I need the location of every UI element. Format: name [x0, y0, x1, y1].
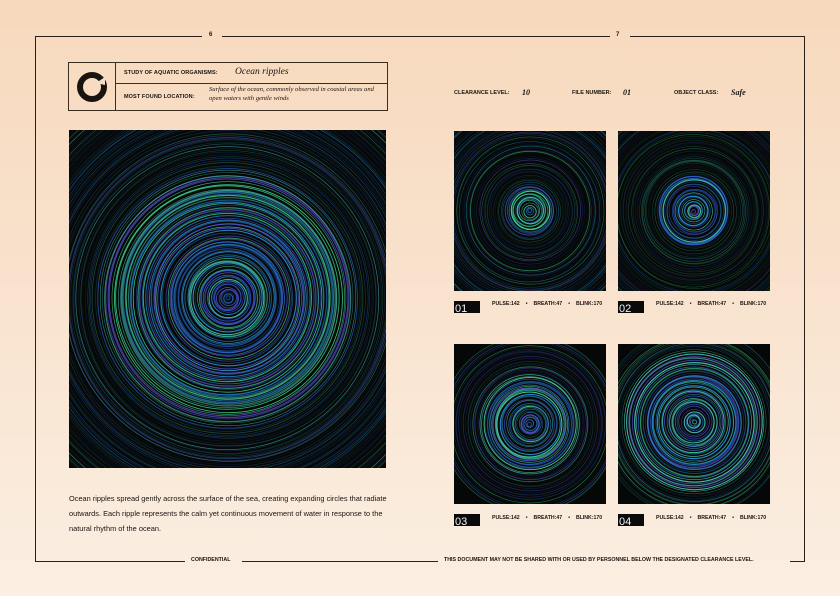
ripple-ring: [641, 369, 749, 477]
page-number-right: 7: [616, 32, 620, 38]
thumbnail-number-4: 04: [618, 514, 644, 526]
blink-value: BLINK:170: [575, 301, 603, 307]
ripple-svg-4: [618, 344, 770, 504]
blink-value: BLINK:170: [575, 515, 603, 521]
clearance-label: CLEARANCE LEVEL:: [454, 90, 510, 96]
object-class-label: OBJECT CLASS:: [674, 90, 719, 96]
ripple-ring: [656, 383, 733, 460]
frame-left-line: [35, 36, 36, 562]
ripple-ring: [473, 153, 589, 269]
study-value: Ocean ripples: [235, 67, 289, 77]
pulse-value: PULSE:142: [656, 515, 684, 521]
bullet-icon: •: [732, 515, 734, 521]
ripple-ring: [523, 417, 538, 432]
ripple-ring: [216, 287, 238, 309]
clearance-value: 10: [522, 88, 530, 97]
ripple-ring: [679, 196, 708, 225]
ripple-ring: [454, 135, 606, 288]
thumbnail-stats-4: [656, 515, 766, 521]
pulse-value: PULSE:142: [656, 301, 684, 307]
ripple-ring: [683, 200, 705, 222]
ripple-ring: [675, 193, 712, 230]
logo: [69, 63, 116, 110]
thumbnail-image-4: [618, 344, 770, 504]
file-number-value: 01: [623, 88, 631, 97]
page-number-left: 6: [209, 32, 213, 38]
frame-right-line: [804, 36, 805, 562]
bullet-icon: •: [568, 301, 570, 307]
frame-bottom-line-a: [35, 561, 185, 562]
bullet-icon: •: [689, 515, 692, 521]
frame-bottom-line-b: [242, 561, 438, 562]
ripple-ring: [628, 146, 758, 276]
thumbnail-image-2: [618, 131, 770, 291]
blink-value: BLINK:170: [739, 301, 767, 307]
bullet-icon: •: [568, 515, 570, 521]
thumbnail-image-1: [454, 131, 606, 291]
breath-value: BREATH:47: [533, 301, 563, 307]
bullet-icon: •: [525, 301, 528, 307]
study-label: STUDY OF AQUATIC ORGANISMS:: [124, 70, 218, 76]
ripple-svg-3: [454, 344, 606, 504]
ripple-ring: [100, 170, 356, 426]
ripple-svg-1: [454, 131, 606, 291]
frame-top-line-b: [222, 36, 610, 37]
pulse-value: PULSE:142: [492, 515, 520, 521]
ripple-ring: [477, 158, 583, 264]
object-class-value: Safe: [731, 88, 746, 97]
breath-value: BREATH:47: [533, 515, 563, 521]
ripple-ring: [527, 422, 531, 426]
location-value: Surface of the ocean, commonly observed in coastal areas and open waters with gentle winds: [209, 86, 374, 102]
frame-top-line-c: [630, 36, 805, 37]
description-paragraph: Ocean ripples spread gently across the surface of the sea, creating expanding circles that radiate outwards. Each ripple represents the calm yet continuous movement of water in response to the natural rhythm of the ocean.: [69, 494, 387, 533]
bullet-icon: •: [525, 515, 528, 521]
thumbnail-stats-2: [656, 301, 766, 307]
frame-bottom-line-c: [790, 561, 805, 562]
thumbnail-number-2: 02: [618, 301, 644, 313]
ripple-svg-main: [69, 130, 386, 468]
ripple-logo-icon: [69, 63, 115, 110]
ripple-ring: [226, 296, 230, 300]
frame-top-line-a: [35, 36, 202, 37]
thumbnail-stats-3: [492, 515, 602, 521]
ripple-ring: [484, 377, 576, 469]
ripple-ring: [639, 157, 749, 267]
ripple-ring: [528, 208, 532, 212]
ripple-ring: [657, 174, 731, 248]
ripple-ring: [462, 143, 598, 279]
ripple-ring: [494, 175, 566, 247]
thumbnail-number-3: 03: [454, 514, 480, 526]
bullet-icon: •: [732, 301, 734, 307]
thumbnail-stats-1: [492, 301, 602, 307]
ripple-svg-2: [618, 131, 770, 291]
ripple-ring: [203, 273, 254, 324]
ripple-ring: [692, 210, 696, 214]
bullet-icon: •: [689, 301, 692, 307]
ripple-ring: [645, 373, 743, 471]
footer-notice: THIS DOCUMENT MAY NOT BE SHARED WITH OR USED BY PERSONNEL BELOW THE DESIGNATED CLEARANCE LEVEL.: [444, 557, 754, 563]
blink-value: BLINK:170: [739, 515, 767, 521]
breath-value: BREATH:47: [697, 301, 727, 307]
main-ripple-image: [69, 130, 386, 468]
pulse-value: PULSE:142: [492, 301, 520, 307]
thumbnail-number-1: 01: [454, 301, 480, 313]
footer-confidential: CONFIDENTIAL: [191, 557, 231, 563]
breath-value: BREATH:47: [697, 515, 727, 521]
info-box: [68, 62, 388, 111]
file-number-label: FILE NUMBER:: [572, 90, 612, 96]
ripple-ring: [474, 156, 585, 267]
ripple-ring: [689, 416, 699, 426]
location-label: MOST FOUND LOCATION:: [124, 94, 195, 100]
thumbnail-image-3: [454, 344, 606, 504]
study-row: [115, 63, 387, 84]
